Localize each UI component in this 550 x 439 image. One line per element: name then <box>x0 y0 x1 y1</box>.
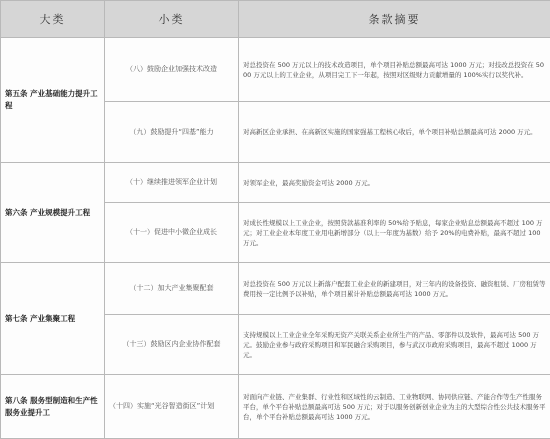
category-cell: 第七条 产业集聚工程 <box>1 263 105 375</box>
table-header-row <box>1 1 550 38</box>
summary-cell: 对成长性规模以上工业企业，按照贷款基准利率的 50%给予贴息，每家企业贴息总额最高不超过 100 万元；对工业企业本年度工业用电新增部分（以上一年度为基数）给予 20%的电费补贴，最高不超过 100 万元。 <box>239 203 550 263</box>
summary-cell: 对高新区企业承担、在高新区实施的国家强基工程核心收后，单个项目补贴总额最高可达 2000 万元。 <box>239 102 550 163</box>
subcategory-cell: （十）继续推进领军企业计划 <box>105 163 239 203</box>
subcategory-cell: （十二）加大产业集聚配套 <box>105 263 239 315</box>
category-cell: 第五条 产业基础能力提升工程 <box>1 38 105 163</box>
summary-cell: 支持规模以上工业企业全年采购无资产关联关系企业所生产的产品、零部件以及软件，最高可达 500 万元。鼓励企业参与政府采购项目和军民融合采购项目，参与武汉市政府采购项目，最高不超过 1000 万元。 <box>239 315 550 375</box>
table-row <box>1 163 550 203</box>
header-subcategory: 小类 <box>105 1 239 38</box>
table-row <box>1 38 550 102</box>
summary-cell: 对面向产业链、产业集群、行业性和区域性的云制造、工业物联网、协同供应链、产能合作等生产性服务平台，单个平台补贴总额最高可达 500 万元；对于以服务创新创业企业为主的大型综合性公共技术服务平台，单个平台补贴总额最高可达 1000 万元。 <box>239 375 550 439</box>
subcategory-cell: （十一）促进中小微企业成长 <box>105 203 239 263</box>
table-row <box>1 375 550 439</box>
summary-cell: 对总投资在 500 万元以上新落户配套工业企业的新建项目，对三年内的设备投资、融资租赁、厂房租赁等费用按一定比例予以补贴，单个项目累计补贴总额最高可达 1000 万元。 <box>239 263 550 315</box>
summary-cell: 对领军企业，最高奖励资金可达 2000 万元。 <box>239 163 550 203</box>
subcategory-cell: （九）鼓励提升“四基”能力 <box>105 102 239 163</box>
subcategory-cell: （十三）鼓励区内企业协作配套 <box>105 315 239 375</box>
category-cell: 第六条 产业规模提升工程 <box>1 163 105 263</box>
table-row <box>1 263 550 315</box>
summary-cell: 对总投资在 500 万元以上的技术改造项目，单个项目补贴总额最高可达 1000 万元；对技改总投资在 5000 万元以上的工业企业，从项目完工下一年起，按照对区级财力贡献增量的 100%实行以奖代补。 <box>239 38 550 102</box>
subcategory-cell: （八）鼓励企业加强技术改造 <box>105 38 239 102</box>
header-category: 大类 <box>1 1 105 38</box>
category-cell: 第八条 服务型制造和生产性服务业提升工 <box>1 375 105 439</box>
subcategory-cell: （十四）实施“光谷智造街区”计划 <box>105 375 239 439</box>
header-summary: 条款摘要 <box>239 1 550 38</box>
